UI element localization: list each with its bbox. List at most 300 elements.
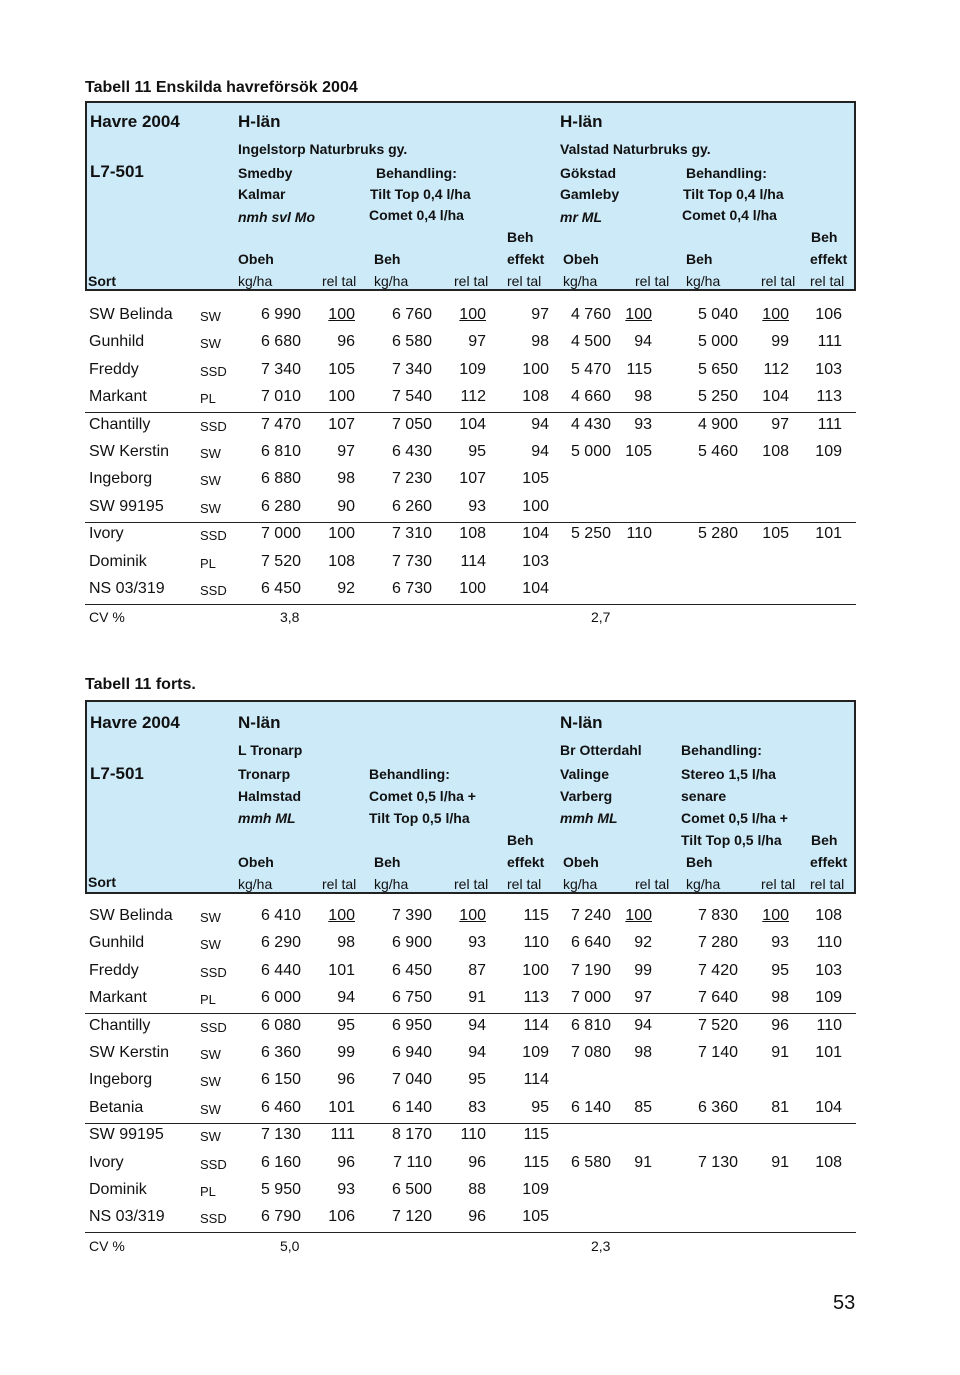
beh-effekt-label: Beh [507,832,534,848]
table-row [85,498,856,525]
table-cell: 5 470 [570,360,611,378]
table-cell: 114 [523,1071,549,1089]
variety-name: SW Belinda [89,907,173,924]
table-row [85,1154,856,1181]
row-divider [85,1232,856,1233]
table-cell: 7 120 [391,1208,432,1226]
table-cell: 108 [815,907,842,924]
variety-name: Ingeborg [89,470,153,488]
table-cell: 6 880 [260,470,301,488]
table-cell: 5 250 [697,388,738,406]
table-cell: 7 190 [570,961,611,979]
table-row [85,580,856,607]
effekt-label: effekt [810,854,848,870]
table-cell: 7 640 [697,989,738,1007]
table-cell: 100 [522,961,549,979]
table-cell: 6 410 [260,907,301,924]
table-cell: 95 [531,1098,549,1116]
table-cell: 100 [328,306,355,323]
table-cell: 98 [337,934,355,952]
table-cell: 7 340 [391,360,432,378]
unit-kgha: kg/ha [374,273,409,289]
variety-name: SW 99195 [89,497,164,515]
unit-reltal: rel tal [761,273,796,289]
table-cell: 6 450 [260,580,301,597]
trial-code: L7-501 [90,162,144,181]
table-cell: 115 [523,907,549,924]
table-cell: 95 [468,443,486,460]
table-cell: 5 950 [260,1181,301,1198]
unit-reltal: rel tal [507,876,542,892]
table-cell: 106 [815,306,842,323]
table-cell: 109 [815,989,842,1007]
variety-name: Chantilly [89,1016,151,1034]
table-cell: 7 040 [391,1071,432,1089]
variety-name: Freddy [89,961,139,979]
table-cell: 110 [626,525,652,543]
table-cell: 93 [468,497,486,515]
breeder-code: SW [200,500,221,516]
unit-kgha: kg/ha [686,876,721,892]
table-cell: 100 [522,360,549,378]
variety-name: Gunhild [89,934,145,952]
row-divider [85,1013,856,1014]
variety-name: Markant [89,388,147,406]
table-cell: 97 [468,333,486,351]
beh-effekt-label: Beh [811,229,838,245]
effekt-label: effekt [507,251,545,267]
table-cell: 99 [634,961,652,979]
treatment-left-1: Behandling: [369,766,450,782]
cv-value-left: 3,8 [280,609,300,625]
table-cell: 95 [337,1016,355,1034]
table-cell: 4 430 [570,415,611,433]
table-cell: 7 010 [260,388,301,406]
breeder-code: SW [200,1047,221,1062]
table-cell: 85 [634,1098,652,1116]
crop-title: Havre 2004 [90,713,180,732]
table-cell: 96 [468,1208,486,1226]
site-left: L Tronarp [238,742,303,758]
table-row [85,470,856,497]
treatment-right-3: senare [681,788,727,804]
table-cell: 6 640 [570,934,611,952]
table-cell: 94 [531,415,549,433]
table-cell: 7 470 [260,415,301,433]
table-cell: 91 [771,1153,789,1171]
table-cell: 6 290 [260,934,301,952]
table-caption: Tabell 11 forts. [85,676,196,693]
unit-reltal: rel tal [454,273,489,289]
table-row [85,361,856,388]
variety-name: Freddy [89,360,139,378]
region-left: H-län [238,112,281,131]
table-cell: 107 [459,470,486,488]
unit-reltal: rel tal [635,876,670,892]
table-cell: 100 [459,306,486,323]
table-cell: 91 [771,1044,789,1061]
breeder-code: SW [200,1074,221,1090]
table-cell: 108 [815,1153,842,1171]
variety-name: SW 99195 [89,1126,164,1144]
table-row [85,1044,856,1071]
table-row [85,1208,856,1235]
table-cell: 100 [328,388,355,406]
table-cell: 6 750 [391,989,432,1007]
table-cell: 91 [634,1153,652,1171]
region-right: H-län [560,112,603,131]
variety-name: Dominik [89,1181,147,1198]
page-number: 53 [833,1292,856,1314]
obeh-label: Obeh [563,251,599,267]
table-cell: 83 [468,1098,486,1116]
table-cell: 93 [337,1181,355,1198]
table-cell: 110 [460,1126,486,1144]
breeder-code: SW [200,446,221,461]
treatment-right-4: Comet 0,5 l/ha + [681,810,788,826]
place2-right: Gamleby [560,186,620,202]
crop-title: Havre 2004 [90,112,180,131]
table-cell: 6 950 [391,1016,432,1034]
breeder-code: SSD [200,1019,227,1035]
table-cell: 5 000 [570,443,611,460]
table-cell: 104 [522,525,549,543]
table-row [85,306,856,333]
table-cell: 111 [817,415,842,433]
table-cell: 6 900 [391,934,432,952]
table-cell: 97 [531,306,549,323]
table-row [85,388,856,415]
variety-name: Dominik [89,552,147,570]
effekt-label: effekt [507,854,545,870]
beh-effekt-label: Beh [507,229,534,245]
table-cell: 7 000 [260,525,301,543]
table-cell: 96 [337,1153,355,1171]
beh-label: Beh [374,854,401,870]
table-row [85,1181,856,1208]
table-cell: 6 150 [260,1071,301,1089]
cv-label: CV % [89,609,125,625]
table-cell: 93 [634,415,652,433]
table-row [85,333,856,360]
table-cell: 110 [816,934,842,952]
row-divider [85,522,856,523]
unit-reltal: rel tal [810,273,845,289]
breeder-code: SSD [200,363,227,379]
soil-left: mmh ML [238,810,296,826]
table-row [85,525,856,552]
soil-right: mmh ML [560,810,618,826]
table-cell: 5 460 [697,443,738,460]
treatment-left-2: Comet 0,5 l/ha + [369,788,476,804]
site-right: Valstad Naturbruks gy. [560,141,711,157]
breeder-code: PL [200,555,216,571]
table-cell: 103 [815,360,842,378]
table-cell: 99 [337,1044,355,1061]
table-cell: 108 [522,388,549,406]
variety-name: SW Belinda [89,306,173,323]
region-right: N-län [560,713,603,732]
unit-reltal: rel tal [810,876,845,892]
table-cell: 6 810 [260,443,301,460]
breeder-code: SW [200,309,221,324]
table-cell: 7 520 [260,552,301,570]
place1-left: Tronarp [238,766,291,782]
table-cell: 5 250 [570,525,611,543]
table-cell: 108 [762,443,789,460]
table-cell: 97 [634,989,652,1007]
table-cell: 6 790 [260,1208,301,1226]
table-cell: 6 360 [697,1098,738,1116]
place1-left: Smedby [238,165,293,181]
table-cell: 4 660 [570,388,611,406]
variety-name: NS 03/319 [89,580,165,597]
treatment-right-2: Stereo 1,5 l/ha [681,766,776,782]
table-cell: 6 140 [570,1098,611,1116]
table-cell: 8 170 [391,1126,432,1144]
table-cell: 100 [522,497,549,515]
table-cell: 6 580 [570,1153,611,1171]
table-cell: 7 240 [570,907,611,924]
table-cell: 94 [531,443,549,460]
table-header-block [85,700,856,894]
table-cell: 99 [771,333,789,351]
treatment-right-3: Comet 0,4 l/ha [682,207,777,223]
table-row [85,907,856,934]
variety-name: Gunhild [89,333,145,351]
place2-left: Kalmar [238,186,286,202]
table-cell: 98 [531,333,549,351]
treatment-right-2: Tilt Top 0,4 l/ha [683,186,784,202]
cv-value-right: 2,7 [591,609,611,625]
unit-kgha: kg/ha [563,876,598,892]
unit-kgha: kg/ha [374,876,409,892]
table-cell: 94 [337,989,355,1007]
table-cell: 6 940 [391,1044,432,1061]
obeh-label: Obeh [563,854,599,870]
row-divider [85,604,856,605]
table-cell: 109 [522,1044,549,1061]
beh-label: Beh [374,251,401,267]
table-cell: 112 [763,360,789,378]
table-cell: 6 000 [260,989,301,1007]
beh-label: Beh [686,251,713,267]
table-row [85,934,856,961]
table-cell: 93 [771,934,789,952]
table-cell: 104 [522,580,549,597]
table-cell: 94 [468,1016,486,1034]
table-cell: 6 580 [391,333,432,351]
table-cell: 87 [468,961,486,979]
row-divider [85,1123,856,1124]
table-cell: 97 [337,443,355,460]
trial-code: L7-501 [90,764,144,783]
table-cell: 101 [815,1044,842,1061]
table-cell: 96 [468,1153,486,1171]
table-cell: 6 810 [570,1016,611,1034]
table-cell: 93 [468,934,486,952]
obeh-label: Obeh [238,251,274,267]
table-cell: 105 [762,525,789,543]
breeder-code: PL [200,992,216,1008]
breeder-code: SW [200,336,221,352]
table-cell: 103 [522,552,549,570]
treatment-left-3: Tilt Top 0,5 l/ha [369,810,470,826]
table-cell: 90 [337,497,355,515]
table-cell: 105 [522,1208,549,1226]
table-cell: 92 [337,580,355,597]
table-cell: 95 [468,1071,486,1089]
variety-name: NS 03/319 [89,1208,165,1226]
effekt-label: effekt [810,251,848,267]
table-cell: 109 [522,1181,549,1198]
breeder-code: SSD [200,964,227,980]
table-cell: 6 990 [260,306,301,323]
table-cell: 6 680 [260,333,301,351]
variety-name: Ingeborg [89,1071,153,1089]
treatment-left-2: Tilt Top 0,4 l/ha [370,186,471,202]
table-row [85,553,856,580]
table-cell: 7 540 [391,388,432,406]
place1-right: Valinge [560,766,610,782]
table-cell: 115 [523,1153,549,1171]
table-cell: 111 [330,1126,355,1144]
row-divider [85,412,856,413]
table-cell: 100 [762,907,789,924]
table-cell: 101 [815,525,842,543]
table-cell: 7 520 [697,1016,738,1034]
table-cell: 5 040 [697,306,738,323]
table-cell: 4 760 [570,306,611,323]
table-cell: 105 [328,360,355,378]
table-cell: 98 [771,989,789,1007]
unit-reltal: rel tal [635,273,670,289]
table-cell: 115 [523,1126,549,1144]
table-cell: 88 [468,1181,486,1198]
table-cell: 6 260 [391,497,432,515]
table-cell: 108 [459,525,486,543]
region-left: N-län [238,713,281,732]
table-cell: 103 [815,961,842,979]
cv-value-right: 2,3 [591,1238,611,1254]
table-cell: 95 [771,961,789,979]
breeder-code: SSD [200,1211,227,1227]
table-header-block [85,101,856,291]
table-cell: 6 430 [391,443,432,460]
table-cell: 7 420 [697,961,738,979]
table-cell: 6 160 [260,1153,301,1171]
breeder-code: SSD [200,583,227,598]
unit-kgha: kg/ha [238,876,273,892]
table-cell: 100 [459,907,486,924]
table-cell: 114 [460,552,486,570]
unit-kgha: kg/ha [563,273,598,289]
table-cell: 98 [337,470,355,488]
table-cell: 114 [523,1016,549,1034]
table-row [85,962,856,989]
table-cell: 92 [634,934,652,952]
variety-name: Ivory [89,525,124,543]
table-cell: 109 [459,360,486,378]
sort-column-label: Sort [88,273,116,289]
table-cell: 7 080 [570,1044,611,1061]
table-cell: 6 080 [260,1016,301,1034]
sort-column-label: Sort [88,874,116,890]
table-cell: 100 [762,306,789,323]
soil-right: mr ML [560,209,602,225]
unit-reltal: rel tal [454,876,489,892]
variety-name: Markant [89,989,147,1007]
table-cell: 6 460 [260,1098,301,1116]
table-cell: 4 500 [570,333,611,351]
table-cell: 7 310 [391,525,432,543]
breeder-code: SW [200,1129,221,1145]
table-cell: 115 [626,360,652,378]
variety-name: Ivory [89,1153,124,1171]
cv-value-left: 5,0 [280,1238,300,1254]
unit-reltal: rel tal [761,876,796,892]
table-row [85,443,856,470]
table-row [85,1071,856,1098]
place1-right: Gökstad [560,165,617,181]
table-cell: 96 [337,1071,355,1089]
table-cell: 6 760 [391,306,432,323]
treatment-right-1: Behandling: [686,165,767,181]
table-cell: 100 [328,907,355,924]
table-cell: 6 500 [391,1181,432,1198]
site-left: Ingelstorp Naturbruks gy. [238,141,408,157]
treatment-left-3: Comet 0,4 l/ha [369,207,464,223]
table-row [85,416,856,443]
table-cell: 105 [522,470,549,488]
table-cell: 7 340 [260,360,301,378]
table-cell: 5 280 [697,525,738,543]
variety-name: SW Kerstin [89,1044,170,1061]
table-cell: 94 [634,1016,652,1034]
obeh-label: Obeh [238,854,274,870]
table-cell: 7 130 [260,1126,301,1144]
place2-right: Varberg [560,788,613,804]
table-row [85,1017,856,1044]
table-cell: 6 280 [260,497,301,515]
table-cell: 7 050 [391,415,432,433]
table-cell: 105 [625,443,652,460]
breeder-code: SW [200,473,221,489]
table-cell: 7 110 [393,1153,432,1171]
table-cell: 110 [523,934,549,952]
table-cell: 6 450 [391,961,432,979]
table-cell: 6 140 [391,1098,432,1116]
table-cell: 91 [468,989,486,1007]
table-cell: 109 [815,443,842,460]
table-cell: 6 360 [260,1044,301,1061]
table-cell: 111 [817,333,842,351]
table-cell: 100 [625,907,652,924]
table-cell: 104 [815,1098,842,1116]
table-cell: 7 140 [697,1044,738,1061]
table-cell: 104 [762,388,789,406]
treatment-right-1: Behandling: [681,742,762,758]
beh-label: Beh [686,854,713,870]
breeder-code: SSD [200,1156,227,1172]
table-cell: 106 [328,1208,355,1226]
table-cell: 5 650 [697,360,738,378]
unit-kgha: kg/ha [686,273,721,289]
table-row [85,1099,856,1126]
table-cell: 96 [337,333,355,351]
variety-name: SW Kerstin [89,443,170,460]
table-cell: 98 [634,388,652,406]
